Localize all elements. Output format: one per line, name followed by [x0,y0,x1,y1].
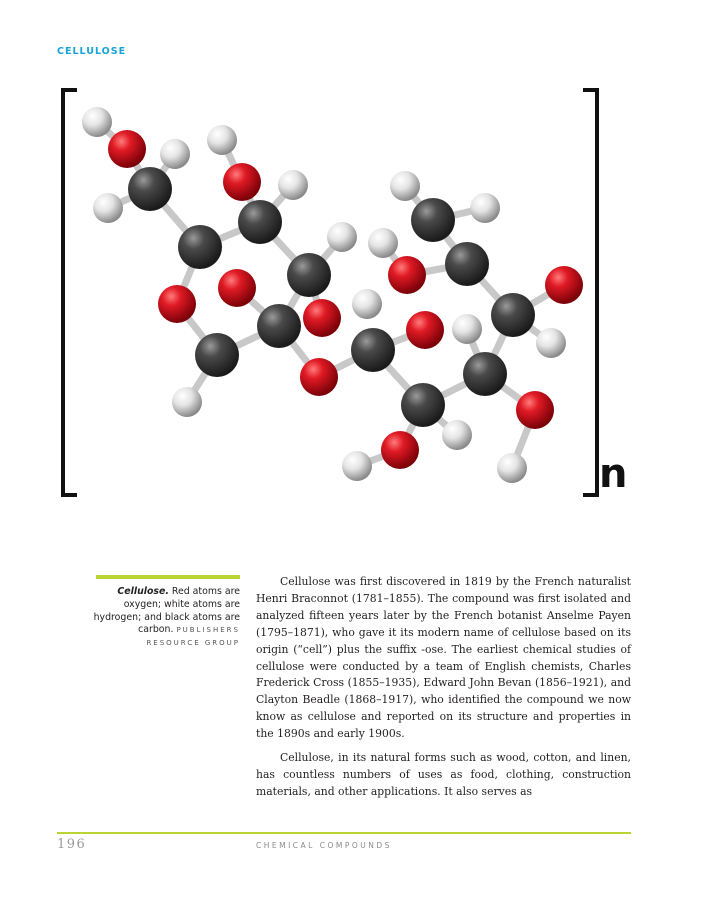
cellulose-molecule-figure [57,82,633,502]
caption-text: Red atoms are oxygen; white atoms are hydrogen; and black atoms are carbon. [93,586,240,636]
body-text [256,574,631,808]
caption-title: Cellulose. [117,586,169,597]
sidebar-accent-rule [96,575,240,579]
paragraph-2: Cellulose, in its natural forms such as wood, cotton, and linen, has countless numbers of uses as food, clothing, construction materials, and other applications. It also serves as [256,751,631,798]
footer-book-title: CHEMICAL COMPOUNDS [256,841,392,850]
figure-caption [80,586,240,650]
page-number: 196 [57,837,87,852]
running-head: CELLULOSE [57,46,127,57]
subscript-n: n [599,451,628,497]
left-bracket [63,90,77,495]
paragraph-1: Cellulose was first discovered in 1819 by the French naturalist Henri Braconnot (1781–1855). The compound was first isolated and analyzed fifteen years later by the French botanist Anselme Payen (1795–1871), who gave it its modern name of cellulose based on its origin (“cell”) plus the suffix -ose. The earliest chemical studies of cellulose were conducted by a team of English chemists, Charles Frederick Cross (1855–1935), Edward John Bevan (1856–1921), and Clayton Beadle (1868–1917), who identified the compound we now know as cellulose and reported on its structure and properties in the 1890s and early 1900s. [256,575,631,741]
right-bracket [583,90,597,495]
footer-rule [57,832,631,834]
caption-credit: PUBLISHERS RESOURCE GROUP [146,626,240,648]
molecule-illustration [57,82,633,502]
